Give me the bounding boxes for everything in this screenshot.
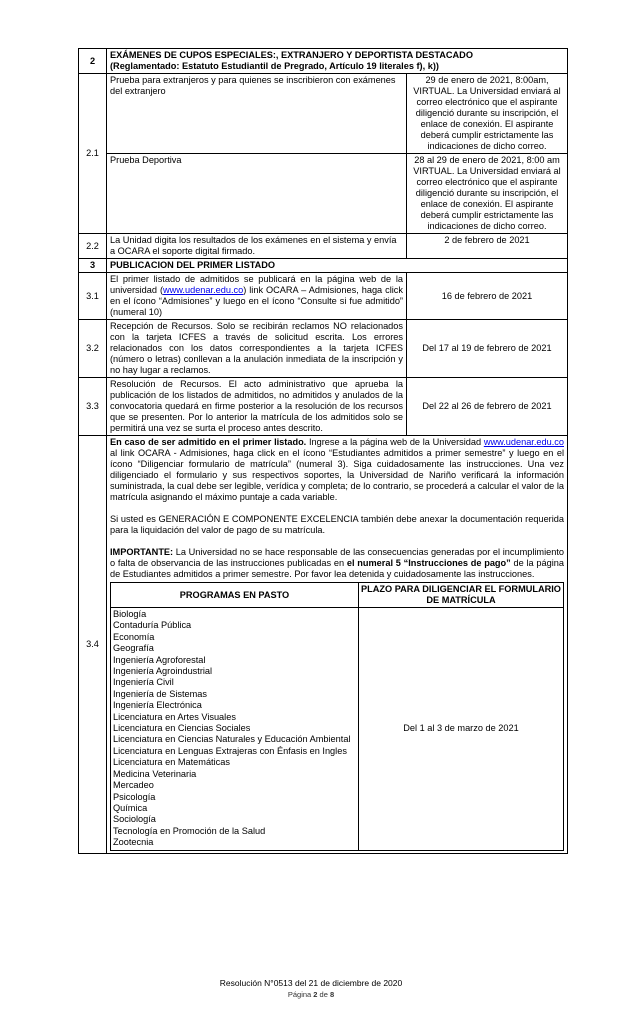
row-number: 2.2 (79, 234, 107, 259)
deadline-text: Del 1 al 3 de marzo de 2021 (359, 608, 564, 851)
table-row (79, 154, 568, 234)
program-item: Ingeniería Electrónica (113, 700, 202, 711)
activity-text: Prueba Deportiva (107, 154, 407, 234)
calendar-table (78, 48, 568, 854)
programs-row (111, 608, 564, 851)
program-item: Sociología (113, 814, 156, 825)
activity-text: La Unidad digita los resultados de los exámenes en el sistema y envía a OCARA el soporte digital firmado. (107, 234, 407, 259)
program-item: Química (113, 802, 148, 813)
section-2-header-row (79, 49, 568, 74)
bold-text: IMPORTANTE: (110, 547, 174, 557)
section-3-header-row (79, 259, 568, 273)
udenar-link[interactable]: www.udenar.edu.co (483, 437, 564, 447)
page-prefix: Página (287, 990, 314, 999)
section-2-title (107, 49, 568, 74)
text-part: de la página de Estudiantes admitidos a primer semestre. Por favor lea detenida y cuidadosamente las instrucciones. (110, 558, 564, 579)
date-text: 28 al 29 de enero de 2021, 8:00 am VIRTUAL. La Universidad enviará al correo electrónico que el aspirante diligenció durante su inscripción, el enlace de conexión. El aspirante deberá cumplir estrictamente las indicaciones de dicho correo. (407, 154, 568, 234)
program-item: Biología (113, 609, 147, 619)
program-item: Psicología (113, 791, 156, 802)
program-item: Ingeniería Agroforestal (113, 654, 206, 665)
activity-text (107, 273, 407, 320)
table-row (79, 273, 568, 320)
table-row (79, 320, 568, 378)
row-number: 3.3 (79, 378, 107, 436)
section-2-title-line2: (Reglamentado: Estatuto Estudiantil de Pregrado, Artículo 19 literales f), k)) (110, 61, 439, 71)
activity-text: Resolución de Recursos. El acto administrativo que aprueba la publicación de los listados de admitidos, no admitidos y anulados de la convocatoria quedará en firme posterior a la resolución de los recursos que se presenten. Por lo anterior la matrícula de los admitidos solo se permitirá una vez se surta el proceso antes descrito. (107, 378, 407, 436)
programs-table (110, 582, 564, 851)
table-row (79, 378, 568, 436)
program-list (111, 608, 359, 851)
date-text: 16 de febrero de 2021 (407, 273, 568, 320)
table-row (79, 74, 568, 154)
bold-text: En caso de ser admitido en el primer listado. (110, 437, 307, 447)
section-3-title: PUBLICACION DEL PRIMER LISTADO (107, 259, 568, 273)
program-item: Licenciatura en Artes Visuales (113, 711, 236, 722)
paragraph: Si usted es GENERACIÓN E COMPONENTE EXCELENCIA también debe anexar la documentación requerida para la liquidación del valor de pago de su matrícula. (110, 514, 564, 535)
program-item: Licenciatura en Ciencias Sociales (113, 723, 251, 734)
program-item: Licenciatura en Matemáticas (113, 757, 230, 768)
page-mid: de (317, 990, 330, 999)
page-total: 8 (329, 990, 335, 999)
activity-text: Prueba para extranjeros y para quienes se inscribieron con exámenes del extranjero (107, 74, 407, 154)
admitted-instructions (107, 436, 568, 854)
program-item: Economía (113, 631, 155, 642)
activity-text: Recepción de Recursos. Solo se recibirán reclamos NO relacionados con la tarjeta ICFES a través de solicitud escrita. Los errores relacionados con los datos correspondientes a la tarjeta ICFES (número o letras) conllevan a la anulación inmediata de la inscripción y no hay lugar a reclamos. (107, 320, 407, 378)
program-item: Medicina Veterinaria (113, 768, 197, 779)
footer-resolution: Resolución N°0513 del 21 de diciembre de 2020 (219, 978, 403, 988)
program-item: Ingeniería Agroindustrial (113, 666, 213, 677)
text-part: Ingrese a la página web de la Universidad (306, 437, 484, 447)
row-number: 3.4 (79, 436, 107, 854)
udenar-link[interactable]: www.udenar.edu.co (163, 285, 244, 295)
page-current: 2 (313, 990, 318, 999)
paragraph (110, 547, 564, 580)
paragraph (110, 437, 564, 503)
text-part: ) link OCARA – Admisiones, haga click en el ícono “Admisiones” y luego en el ícono “Consulte si fue admitido” (numeral 10) (110, 285, 403, 317)
program-item: Geografía (113, 643, 154, 654)
program-item: Ingeniería de Sistemas (113, 688, 207, 699)
deadline-header: PLAZO PARA DILIGENCIAR EL FORMULARIO DE MATRÍCULA (359, 583, 564, 608)
text-part: al link OCARA - Admisiones, haga click en el ícono “Estudiantes admitidos a primer semestre” y luego en el ícono “Diligenciar formulario de matrícula” (numeral 3). Siga cuidadosamente las instrucciones. Una vez diligenciado el formulario y sus respectivos soportes, la Universidad de Nariño verificará la información suministrada, la cual debe ser legible, verídica y completa; de lo contrario, se procederá a calcular el valor de la matrícula asignando el máximo puntaje a cada variable. (110, 448, 564, 502)
date-text: Del 17 al 19 de febrero de 2021 (407, 320, 568, 378)
section-2-number: 2 (79, 49, 107, 74)
table-row (79, 436, 568, 854)
text-part: La Universidad no se hace responsable de las consecuencias generadas por el incumplimiento o falta de observancia de las instrucciones publicadas en (110, 547, 564, 568)
programs-header: PROGRAMAS EN PASTO (111, 583, 359, 608)
row-number: 3.1 (79, 273, 107, 320)
table-row (79, 234, 568, 259)
text-part: El primer listado de admitidos se publicará en la página web de la universidad ( (110, 274, 403, 295)
program-item: Licenciatura en Lenguas Extrajeras con Énfasis en Ingles (113, 745, 347, 756)
bold-text: el numeral 5 “Instrucciones de pago” (346, 558, 511, 568)
date-text: 2 de febrero de 2021 (407, 234, 568, 259)
program-item: Licenciatura en Ciencias Naturales y Educación Ambiental (113, 734, 351, 745)
program-item: Mercadeo (113, 780, 154, 791)
date-text: Del 22 al 26 de febrero de 2021 (407, 378, 568, 436)
section-3-number: 3 (79, 259, 107, 273)
program-item: Zootecnia (113, 837, 154, 848)
footer-page-number (0, 989, 622, 1000)
program-item: Contaduría Pública (113, 620, 192, 631)
row-number: 2.1 (79, 74, 107, 234)
program-item: Ingeniería Civil (113, 677, 174, 688)
section-2-title-line1: EXÁMENES DE CUPOS ESPECIALES:, EXTRANJERO Y DEPORTISTA DESTACADO (110, 50, 473, 60)
date-text: 29 de enero de 2021, 8:00am, VIRTUAL. La Universidad enviará al correo electrónico que el aspirante diligenció durante su inscripción, el enlace de conexión. El aspirante deberá cumplir estrictamente las indicaciones de dicho correo. (407, 74, 568, 154)
programs-header-row (111, 583, 564, 608)
row-number: 3.2 (79, 320, 107, 378)
program-item: Tecnología en Promoción de la Salud (113, 825, 266, 836)
